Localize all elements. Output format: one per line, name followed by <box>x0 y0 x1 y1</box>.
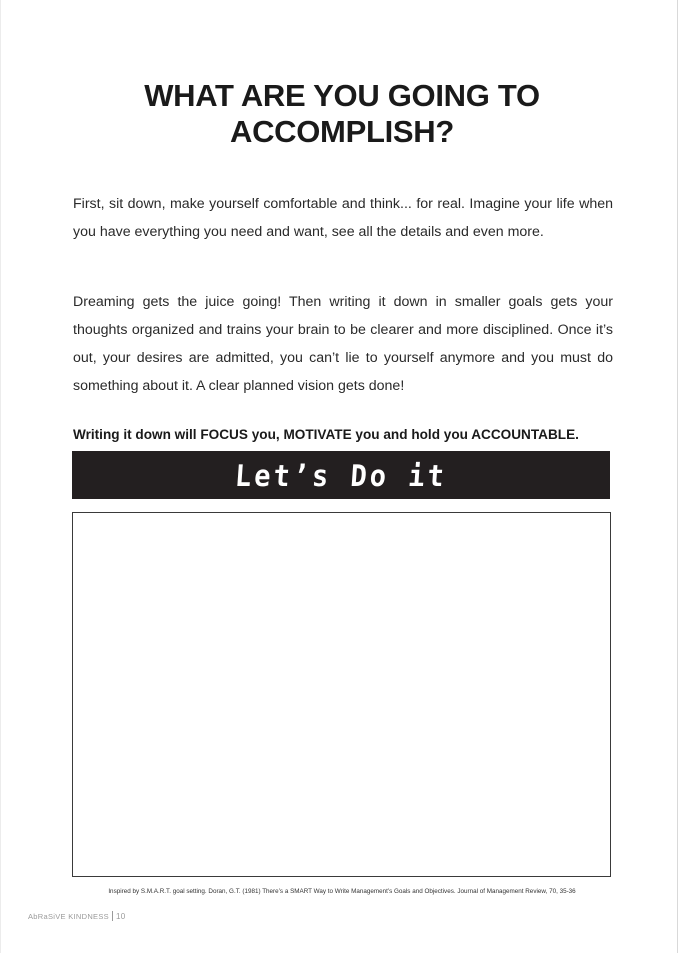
page-title-line-1: WHAT ARE YOU GOING TO <box>144 78 540 113</box>
page-number: 10 <box>115 911 126 921</box>
page-title <box>0 78 678 150</box>
goal-writing-box[interactable] <box>72 512 611 877</box>
page-footer <box>28 911 125 921</box>
page-title-line-2: ACCOMPLISH? <box>229 114 455 149</box>
footer-separator <box>112 911 113 921</box>
banner-text: Let’s Do it <box>233 458 449 494</box>
emphasis-statement: Writing it down will FOCUS you, MOTIVATE you and hold you ACCOUNTABLE. <box>73 427 579 442</box>
dreaming-paragraph: Dreaming gets the juice going! Then writing it down in smaller goals gets your thoughts organized and trains your brain to be clearer and more disciplined. Once it’s out, your desires are admitted, you can’t lie to yourself anymore and you must do something about it. A clear planned vision gets done! <box>73 294 613 394</box>
citation-text: Inspired by S.M.A.R.T. goal setting. Doran, G.T. (1981) There’s a SMART Way to Write Management’s Goals and Objectives. Journal of Management Review, 70, 35-36 <box>108 888 576 895</box>
lets-do-it-banner <box>72 451 610 499</box>
footer-brand: AbRaSiVE KINDNESS <box>28 911 109 921</box>
intro-paragraph: First, sit down, make yourself comfortable and think... for real. Imagine your life when you have everything you need and want, see all the details and even more. <box>73 196 613 240</box>
